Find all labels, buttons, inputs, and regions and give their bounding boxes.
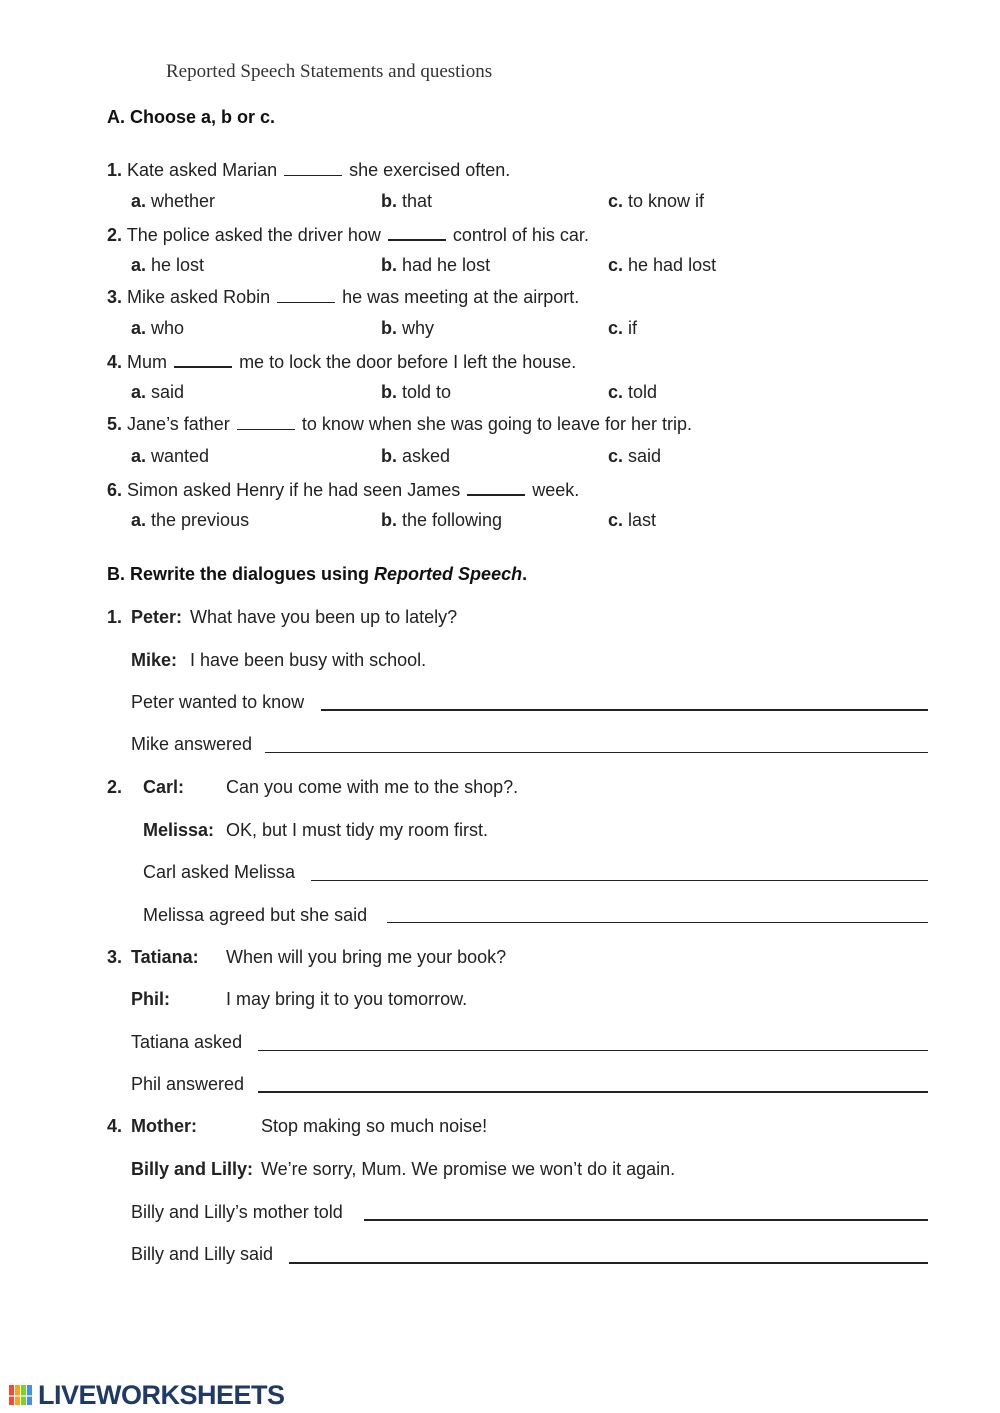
option-text: the following [402, 510, 503, 530]
speaker-label: Peter: [131, 607, 183, 627]
option-letter: c. [608, 191, 624, 211]
option-text: told to [402, 382, 452, 402]
question-text-before: Mum [127, 352, 168, 372]
option-letter: b. [381, 446, 397, 466]
dialogue-number: 4. [107, 1116, 123, 1136]
answer-line[interactable] [321, 709, 928, 711]
section-a-heading: A. Choose a, b or c. [107, 107, 276, 127]
prompt-label: Billy and Lilly’s mother told [131, 1202, 343, 1222]
option-text: had he lost [402, 255, 491, 275]
speaker-label: Carl: [143, 777, 185, 797]
option-c[interactable] [608, 510, 656, 531]
question-1 [107, 160, 510, 181]
option-b[interactable] [381, 446, 450, 467]
option-c[interactable] [608, 191, 704, 212]
option-letter: c. [608, 382, 624, 402]
option-c[interactable] [608, 446, 661, 467]
dialogue-line: OK, but I must tidy my room first. [226, 820, 489, 840]
logo-mark-icon [8, 1382, 36, 1408]
option-letter: b. [381, 510, 397, 530]
question-text-after: he was meeting at the airport. [342, 287, 580, 307]
dialogue-number: 3. [107, 947, 123, 967]
option-text: the previous [151, 510, 250, 530]
answer-blank[interactable] [277, 287, 335, 303]
question-text-before: Jane’s father [127, 414, 230, 434]
question-4 [107, 351, 576, 373]
speaker-label: Mike: [131, 650, 178, 670]
answer-blank[interactable] [174, 351, 232, 368]
prompt-label: Billy and Lilly said [131, 1244, 274, 1264]
dialogue-line: I have been busy with school. [190, 650, 427, 670]
dialogue-line: Stop making so much noise! [261, 1116, 488, 1136]
answer-blank[interactable] [237, 414, 295, 430]
option-a[interactable] [131, 510, 249, 531]
option-letter: c. [608, 318, 624, 338]
question-text-before: Simon asked Henry if he had seen James [127, 480, 461, 500]
option-b[interactable] [381, 191, 432, 212]
answer-line[interactable] [265, 752, 928, 753]
question-number: 1. [107, 160, 123, 180]
option-text: that [402, 191, 433, 211]
section-b-heading [107, 564, 527, 585]
question-3 [107, 287, 579, 308]
answer-line[interactable] [258, 1091, 928, 1093]
option-text: to know if [628, 191, 705, 211]
option-letter: a. [131, 255, 147, 275]
speaker-label: Melissa: [143, 820, 215, 840]
question-6 [107, 479, 579, 501]
page-title: Reported Speech Statements and questions [166, 61, 493, 82]
dialogue-number: 1. [107, 607, 123, 627]
option-text: he had lost [628, 255, 717, 275]
question-number: 6. [107, 480, 123, 500]
logo-text: LIVEWORKSHEETS [38, 1379, 285, 1410]
liveworksheets-logo [8, 1380, 285, 1410]
prompt-label: Carl asked Melissa [143, 862, 296, 882]
speaker-label: Tatiana: [131, 947, 199, 967]
option-c[interactable] [608, 318, 637, 339]
speaker-label: Phil: [131, 989, 170, 1009]
option-letter: a. [131, 318, 147, 338]
option-text: asked [402, 446, 451, 466]
answer-line[interactable] [311, 880, 928, 881]
option-letter: c. [608, 510, 624, 530]
option-c[interactable] [608, 382, 657, 403]
dialogue-number: 2. [107, 777, 123, 797]
option-letter: a. [131, 382, 147, 402]
option-c[interactable] [608, 255, 716, 276]
prompt-label: Peter wanted to know [131, 692, 305, 712]
prompt-label: Mike answered [131, 734, 253, 754]
option-b[interactable] [381, 382, 451, 403]
question-number: 4. [107, 352, 123, 372]
question-text-after: control of his car. [452, 225, 589, 245]
answer-line[interactable] [258, 1050, 928, 1051]
question-text-before: Kate asked Marian [127, 160, 278, 180]
prompt-label: Tatiana asked [131, 1032, 243, 1052]
option-text: he lost [151, 255, 205, 275]
answer-line[interactable] [387, 922, 928, 923]
option-a[interactable] [131, 382, 184, 403]
option-text: if [628, 318, 638, 338]
question-text-after: me to lock the door before I left the house. [239, 352, 577, 372]
question-5 [107, 414, 692, 435]
option-text: wanted [151, 446, 210, 466]
option-a[interactable] [131, 255, 204, 276]
section-b-heading-suffix: . [522, 564, 528, 584]
option-letter: b. [381, 318, 397, 338]
option-text: who [151, 318, 185, 338]
option-text: whether [151, 191, 216, 211]
question-number: 3. [107, 287, 123, 307]
option-text: said [151, 382, 185, 402]
option-letter: b. [381, 191, 397, 211]
question-text-after: she exercised often. [349, 160, 511, 180]
prompt-label: Melissa agreed but she said [143, 905, 368, 925]
speaker-label: Billy and Lilly: [131, 1159, 254, 1179]
option-text: said [628, 446, 662, 466]
section-b-heading-italic: Reported Speech [374, 564, 523, 584]
option-letter: a. [131, 446, 147, 466]
speaker-label: Mother: [131, 1116, 197, 1136]
option-letter: b. [381, 255, 397, 275]
question-2 [107, 224, 589, 246]
answer-line[interactable] [364, 1219, 928, 1221]
question-text-after: to know when she was going to leave for her trip. [301, 414, 693, 434]
option-letter: c. [608, 255, 624, 275]
prompt-label: Phil answered [131, 1074, 245, 1094]
option-letter: a. [131, 191, 147, 211]
option-letter: b. [381, 382, 397, 402]
option-text: last [628, 510, 657, 530]
option-text: why [402, 318, 435, 338]
question-number: 2. [107, 225, 123, 245]
dialogue-line: When will you bring me your book? [226, 947, 507, 967]
section-b-heading-prefix: B. Rewrite the dialogues using [107, 564, 375, 584]
dialogue-line: Can you come with me to the shop?. [226, 777, 519, 797]
option-letter: c. [608, 446, 624, 466]
question-number: 5. [107, 414, 123, 434]
option-b[interactable] [381, 255, 490, 276]
dialogue-line: I may bring it to you tomorrow. [226, 989, 468, 1009]
answer-line[interactable] [289, 1262, 928, 1264]
option-b[interactable] [381, 318, 434, 339]
dialogue-line: What have you been up to lately? [190, 607, 458, 627]
question-text-before: The police asked the driver how [126, 225, 381, 245]
question-text-after: week. [532, 480, 580, 500]
option-a[interactable] [131, 191, 215, 212]
option-a[interactable] [131, 446, 209, 467]
question-text-before: Mike asked Robin [127, 287, 271, 307]
answer-blank[interactable] [284, 160, 342, 176]
dialogue-line: We’re sorry, Mum. We promise we won’t do it again. [261, 1159, 676, 1179]
option-b[interactable] [381, 510, 502, 531]
answer-blank[interactable] [388, 224, 446, 241]
option-a[interactable] [131, 318, 184, 339]
option-letter: a. [131, 510, 147, 530]
option-text: told [628, 382, 658, 402]
answer-blank[interactable] [467, 479, 525, 496]
